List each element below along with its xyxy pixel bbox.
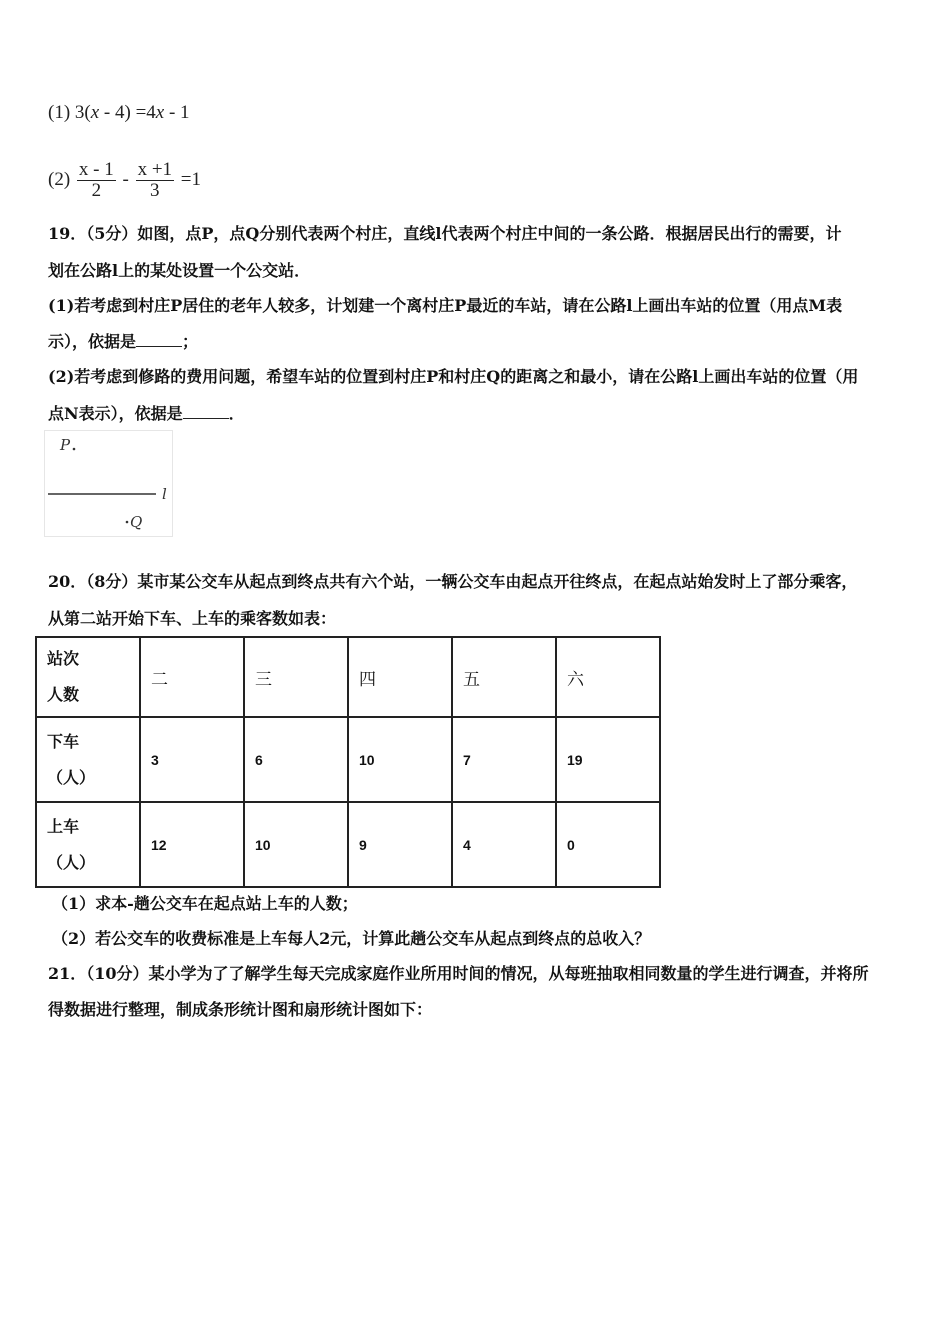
fraction-2: $\frac{x +1}{3}$ — [137, 159, 173, 201]
q20-line2: 从第二站开始下车、上车的乘客数如表： — [48, 609, 337, 628]
table-row-board — [36, 802, 660, 887]
table-corner-cell: 站次 人数 — [36, 637, 140, 717]
station-header: 二 — [140, 637, 244, 717]
equation-1: (1) 3(x - 4) =4x - 1 — [48, 102, 190, 123]
q20-line1: 20．（8分）某市某公交车从起点到终点共有六个站，一辆公交车由起点开往终点，在起点站始发时上了部分乘客， — [48, 572, 858, 591]
table-cell: 10 — [348, 717, 452, 802]
q19-part2-line1: (2)若考虑到修路的费用问题，希望车站的位置到村庄P和村庄Q的距离之和最小，请在公路l上画出车站的位置（用 — [48, 367, 859, 386]
point-q-dot — [126, 521, 129, 524]
q20-part1: （1）求本-趟公交车在起点站上车的人数； — [52, 894, 358, 913]
q21-line2: 得数据进行整理，制成条形统计图和扇形统计图如下： — [48, 1000, 433, 1019]
table-cell: 4 — [452, 802, 556, 887]
answer-blank[interactable] — [136, 332, 182, 347]
table-cell: 7 — [452, 717, 556, 802]
equation-1-label: (1) — [48, 102, 71, 123]
table-cell: 12 — [140, 802, 244, 887]
table-header-row — [36, 637, 660, 717]
passenger-table — [35, 636, 661, 888]
fraction-1: $\frac{x - 1}{2}$ — [78, 159, 114, 201]
table-cell: 9 — [348, 802, 452, 887]
point-q-label: Q — [130, 513, 143, 531]
q19-part1-line1: (1)若考虑到村庄P居住的老年人较多，计划建一个离村庄P最近的车站，请在公路l上画出车站的位置（用点M表 — [48, 296, 843, 315]
line-l-label: l — [162, 485, 167, 503]
q19-part1-line2: 示），依据是 ； — [48, 332, 199, 351]
station-header: 四 — [348, 637, 452, 717]
table-cell: 19 — [556, 717, 660, 802]
point-p-dot — [73, 448, 76, 451]
table-cell: 6 — [244, 717, 348, 802]
station-header: 五 — [452, 637, 556, 717]
table-cell: 0 — [556, 802, 660, 887]
point-p-label: P — [60, 436, 71, 454]
station-header: 三 — [244, 637, 348, 717]
row-label-alight: 下车 （人） — [36, 717, 140, 802]
q20-part2: （2）若公交车的收费标准是上车每人2元，计算此趟公交车从起点到终点的总收入？ — [52, 929, 651, 948]
station-header: 六 — [556, 637, 660, 717]
equation-2-label: (2) — [48, 168, 71, 190]
q19-line2: 划在公路l上的某处设置一个公交站． — [48, 261, 311, 280]
q19-part2-line2: 点N表示），依据是 ． — [48, 404, 245, 423]
row-label-board: 上车 （人） — [36, 802, 140, 887]
table-row-alight — [36, 717, 660, 802]
table-cell: 3 — [140, 717, 244, 802]
table-cell: 10 — [244, 802, 348, 887]
q21-line1: 21．（10分）某小学为了了解学生每天完成家庭作业所用时间的情况，从每班抽取相同数量的学生进行调查，并将所 — [48, 964, 869, 983]
answer-blank[interactable] — [183, 404, 229, 419]
equation-2: (2) $\frac{x - 1}{2}$ - $\frac{x +1}{3}$ =1 — [48, 159, 201, 201]
village-road-figure — [44, 430, 174, 538]
q19-line1: 19．（5分）如图，点P，点Q分别代表两个村庄，直线l代表两个村庄中间的一条公路．根据居民出行的需要，计 — [48, 224, 842, 243]
